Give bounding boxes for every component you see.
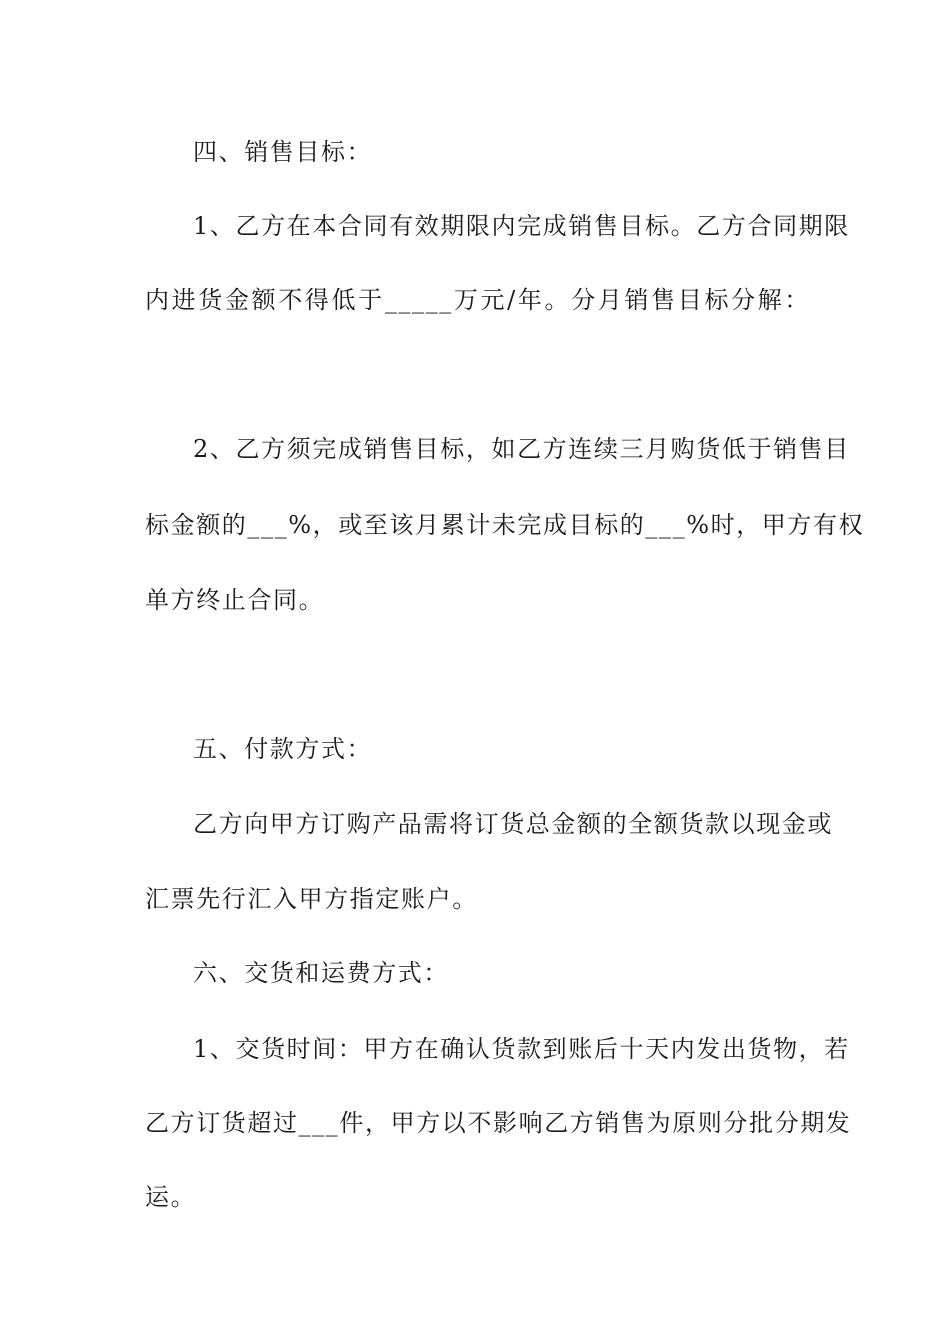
paragraph-line: 标金额的___%，或至该月累计未完成目标的___%时，甲方有权: [145, 511, 865, 539]
paragraph-line: 乙方订货超过___件，甲方以不影响乙方销售为原则分批分期发: [145, 1109, 852, 1137]
section-heading-sales-target: 四、销售目标：: [193, 138, 373, 166]
paragraph-line: 2、乙方须完成销售目标，如乙方连续三月购货低于销售目: [193, 435, 850, 463]
paragraph-line: 1、乙方在本合同有效期限内完成销售目标。乙方合同期限: [193, 212, 850, 240]
section-heading-payment: 五、付款方式：: [193, 735, 373, 763]
paragraph-line: 乙方向甲方订购产品需将订货总金额的全额货款以现金或: [193, 810, 833, 838]
paragraph-line: 1、交货时间：甲方在确认货款到账后十天内发出货物，若: [193, 1035, 850, 1063]
paragraph-line: 内进货金额不得低于_____万元/年。分月销售目标分解：: [145, 286, 810, 314]
paragraph-line: 运。: [145, 1183, 197, 1211]
section-heading-delivery: 六、交货和运费方式：: [193, 959, 449, 987]
paragraph-line: 单方终止合同。: [145, 586, 325, 614]
paragraph-line: 汇票先行汇入甲方指定账户。: [145, 885, 478, 913]
